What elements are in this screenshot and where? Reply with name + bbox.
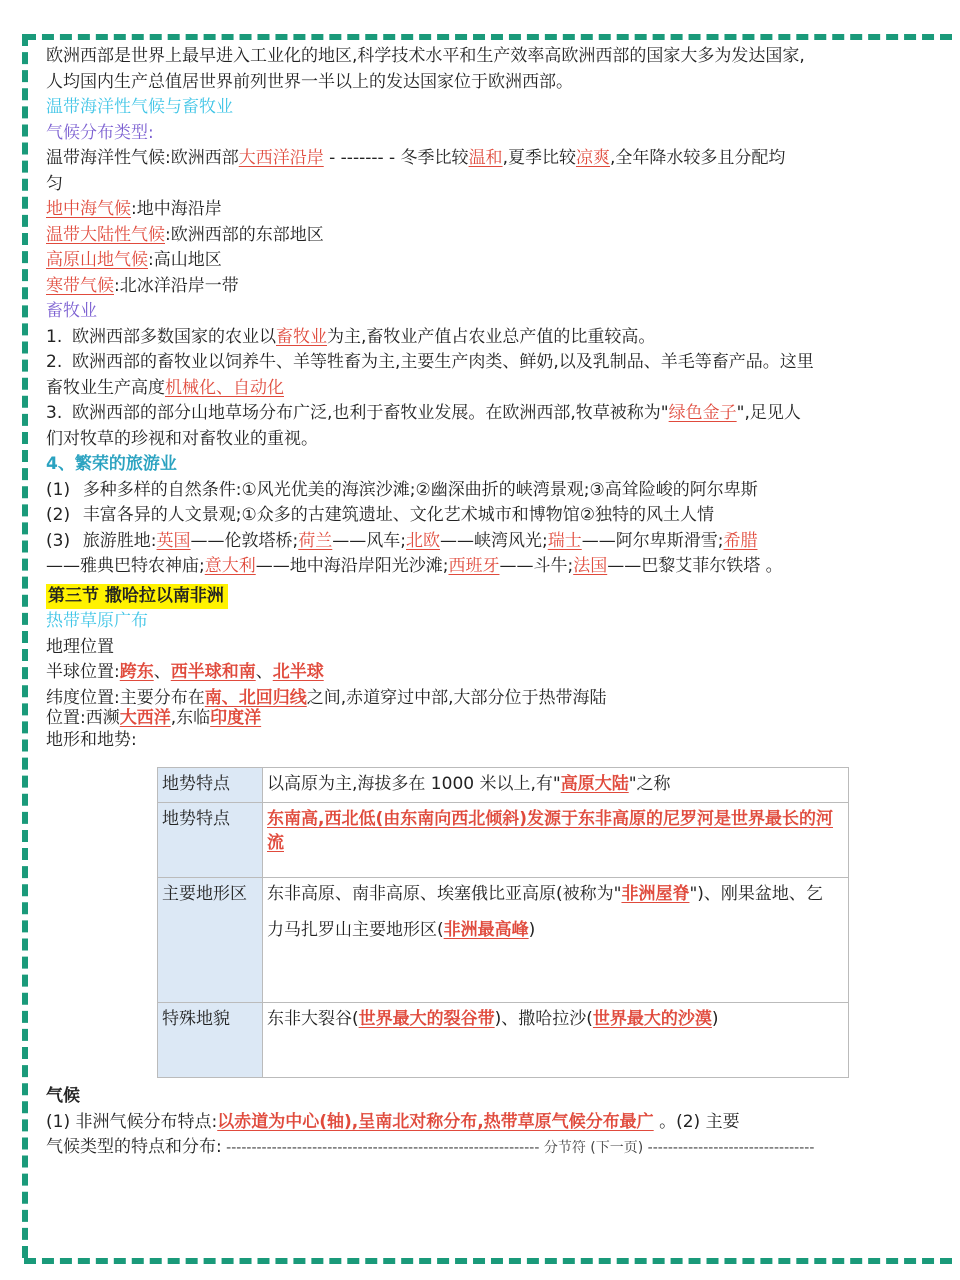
climate-cold [46, 274, 926, 300]
document-body [46, 44, 926, 753]
item-number: (2) [46, 505, 71, 525]
heading-savanna: 热带草原广布 [46, 611, 148, 631]
animal-item-1 [46, 325, 926, 351]
table-key: 特殊地貌 [158, 1003, 263, 1078]
tourism-item-3-wrap [46, 554, 926, 580]
frame-border-top [24, 34, 952, 40]
key-term: 世界最大的沙漠 [592, 1009, 712, 1029]
intro-line-2: 人均国内生产总值居世界前列世界一半以上的发达国家位于欧洲西部。 [46, 71, 573, 92]
key-term: 非洲最高峰 [443, 920, 529, 940]
text: 欧洲西部的部分山地草场分布广泛,也利于畜牧业发展。在欧洲西部,牧草被称为" [72, 403, 669, 423]
text: ——风车; [332, 530, 407, 551]
key-term: 机械化、自动化 [165, 377, 284, 398]
key-term: 北半球 [272, 662, 324, 682]
table-cell [263, 768, 849, 803]
table-row [158, 803, 849, 878]
text: 温带海洋性气候:欧洲西部 [46, 148, 239, 168]
key-term: 法国 [573, 556, 608, 576]
key-term: 温带大陆性气候 [46, 224, 165, 245]
key-term: 东南高,西北低(由东南向西北倾斜)发源于东非高原的尼罗河是世界最长的河流 [267, 809, 833, 853]
table-row [158, 1003, 849, 1078]
key-term: 瑞士 [547, 530, 582, 551]
item-number: (3) [46, 530, 71, 551]
key-term: 高原大陆 [560, 774, 629, 794]
text: 半球位置: [46, 662, 120, 682]
text: 之间,赤道穿过中部,大部分位于热带海陆 [306, 687, 607, 708]
tourism-item-3 [46, 529, 926, 555]
climate-maritime [46, 146, 926, 172]
text: 以高原为主,海拔多在 1000 米以上,有" [267, 774, 561, 794]
text: 畜牧业生产高度 [46, 377, 165, 398]
climate-line-1 [46, 1110, 926, 1136]
text: ) [711, 1009, 719, 1029]
key-term: 地中海气候 [46, 199, 131, 219]
key-term: 跨东 [119, 662, 154, 682]
key-term: 凉爽 [575, 148, 610, 168]
section-break-label: 分节符 (下一页) [543, 1140, 644, 1156]
text: ——阿尔卑斯滑雪; [581, 530, 724, 551]
text: 、 [255, 662, 273, 682]
text: 气候类型的特点和分布: [46, 1137, 222, 1157]
key-term: 西班牙 [448, 556, 500, 576]
text: ",足见人 [736, 403, 801, 423]
geo-position [46, 708, 926, 728]
key-term: 意大利 [204, 556, 256, 576]
key-term: 荷兰 [298, 530, 333, 551]
table-key: 地势特点 [158, 768, 263, 803]
heading-climate-animal: 温带海洋性气候与畜牧业 [46, 97, 233, 117]
table-cell [263, 878, 849, 1003]
text: ——峡湾风光; [440, 530, 548, 551]
item-number: (1) [46, 479, 71, 500]
key-term: 西半球和南 [170, 662, 256, 682]
key-term: 北欧 [406, 530, 441, 551]
cell-line [267, 882, 844, 906]
section-break-marker: -------------------------------------------------------------- 分节符 (下一页) --------------------------------- [221, 1140, 815, 1156]
cell-line [267, 918, 844, 942]
tourism-item-2 [46, 503, 926, 529]
key-term: 印度洋 [210, 707, 262, 728]
section-heading: 第三节 撒哈拉以南非洲 [46, 584, 228, 610]
text: ,全年降水较多且分配均 [609, 148, 786, 168]
text: 多种多样的自然条件:①风光优美的海滨沙滩;②幽深曲折的峡湾景观;③高耸险峻的阿尔卑斯 [82, 479, 758, 500]
text: 。(2) 主要 [653, 1111, 740, 1132]
item-number: 3. [46, 403, 63, 423]
key-term: 绿色金子 [668, 403, 737, 423]
key-term: 世界最大的裂谷带 [358, 1009, 495, 1029]
text: ,东临 [170, 707, 211, 728]
frame-border-left [22, 34, 28, 1258]
text: :高山地区 [148, 250, 222, 270]
geo-hemisphere [46, 660, 926, 686]
intro-line-1: 欧洲西部是世界上最早进入工业化的地区,科学技术水平和生产效率高欧洲西部的国家大多为发达国家, [46, 46, 805, 66]
heading-tourism: 4、繁荣的旅游业 [46, 454, 177, 474]
key-term: 温和 [468, 148, 503, 168]
text: :北冰洋沿岸一带 [114, 275, 239, 296]
key-term: 高原山地气候 [46, 250, 148, 270]
key-term: 英国 [156, 530, 191, 551]
key-term: 非洲屋脊 [621, 884, 690, 904]
table-key: 主要地形区 [158, 878, 263, 1003]
text: 、 [153, 662, 171, 682]
frame-border-bottom [24, 1258, 952, 1264]
text: 欧洲西部的畜牧业以饲养牛、羊等牲畜为主,主要生产肉类、鲜奶,以及乳制品、羊毛等畜产品。这里 [72, 352, 814, 372]
text: 欧洲西部多数国家的农业以 [72, 326, 276, 347]
item-number: 2. [46, 352, 63, 372]
climate-med [46, 197, 926, 223]
climate-title: 气候 [46, 1086, 80, 1106]
key-term: 畜牧业 [276, 326, 327, 347]
text: 为主,畜牧业产值占农业总产值的比重较高。 [327, 326, 656, 347]
text: 东非大裂谷( [267, 1009, 359, 1029]
text: ")、刚果盆地、乞 [689, 884, 823, 904]
key-term: 南、北回归线 [204, 687, 307, 708]
table-row [158, 878, 849, 1003]
text: ——地中海沿岸阳光沙滩; [255, 556, 449, 576]
climate-line-2 [46, 1135, 926, 1162]
animal-item-3-wrap: 们对牧草的珍视和对畜牧业的重视。 [46, 428, 318, 449]
text: :地中海沿岸 [131, 199, 222, 219]
climate-section [46, 1084, 926, 1162]
text: 旅游胜地: [82, 530, 157, 551]
table-cell [263, 803, 849, 878]
heading-animal: 畜牧业 [46, 301, 97, 321]
heading-climate-types: 气候分布类型: [46, 122, 154, 143]
text: ——斗牛; [499, 556, 574, 576]
geo-latitude [46, 688, 926, 708]
table-key: 地势特点 [158, 803, 263, 878]
key-term: 以赤道为中心(轴),呈南北对称分布,热带草原气候分布最广 [217, 1111, 654, 1132]
animal-item-3 [46, 401, 926, 427]
item-number: 1. [46, 326, 63, 347]
table-cell [263, 1003, 849, 1078]
climate-cont [46, 223, 926, 249]
key-term: 大西洋沿岸 [238, 148, 324, 168]
text: :欧洲西部的东部地区 [165, 224, 324, 245]
text: 纬度位置:主要分布在 [46, 687, 205, 708]
text: ) [528, 920, 536, 940]
tourism-item-1 [46, 478, 926, 504]
text: ,夏季比较 [502, 148, 576, 168]
text: )、撒哈拉沙( [494, 1009, 593, 1029]
key-term: 希腊 [723, 530, 758, 551]
table-row [158, 768, 849, 803]
key-term: 寒带气候 [46, 275, 114, 296]
text: ——巴黎艾菲尔铁塔 。 [607, 556, 783, 576]
text: 丰富各异的人文景观;①众多的古建筑遗址、文化艺术城市和博物馆②独特的风土人情 [82, 505, 715, 525]
key-term: 大西洋 [119, 707, 171, 728]
text: 力马扎罗山主要地形区( [267, 920, 444, 940]
animal-item-2-wrap [46, 376, 926, 402]
text: "之称 [628, 774, 671, 794]
text: ——伦敦塔桥; [190, 530, 299, 551]
animal-item-2 [46, 350, 926, 376]
terrain-table [157, 767, 849, 1078]
geo-label: 地理位置 [46, 636, 114, 657]
text: 东非高原、南非高原、埃塞俄比亚高原(被称为" [267, 884, 622, 904]
text: 位置:西濒 [46, 707, 120, 728]
text: ——雅典巴特农神庙; [46, 556, 205, 576]
climate-maritime-wrap: 匀 [46, 173, 63, 194]
climate-high [46, 248, 926, 274]
text: (1) 非洲气候分布特点: [46, 1111, 218, 1132]
geo-terrain-label: 地形和地势: [46, 729, 137, 750]
text: - ------- - 冬季比较 [323, 148, 469, 168]
